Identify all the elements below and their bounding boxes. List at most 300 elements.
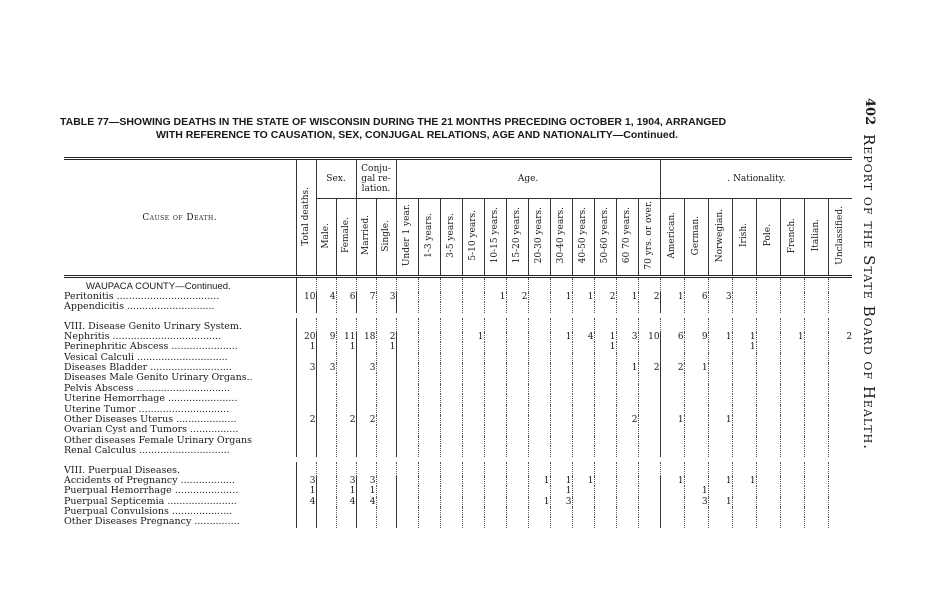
table-cell — [594, 436, 616, 446]
table-cell-empty — [462, 462, 484, 476]
table-cell — [756, 486, 780, 496]
table-cell — [506, 302, 528, 312]
table-cell — [756, 363, 780, 373]
table-cell — [296, 353, 316, 363]
table-cell-empty — [376, 277, 396, 293]
table-cell: 1 — [660, 292, 684, 302]
table-cell-empty — [828, 318, 852, 332]
section-heading-row — [64, 318, 852, 332]
table-cell — [732, 302, 756, 312]
table-cell — [396, 342, 418, 352]
table-cell — [506, 497, 528, 507]
table-cell-empty — [528, 318, 550, 332]
table-cell — [528, 507, 550, 517]
age-header-5-label: 15-20 years. — [512, 207, 523, 264]
table-cell: 2 — [660, 363, 684, 373]
table-cell — [462, 405, 484, 415]
table-cell — [550, 353, 572, 363]
table-cell-empty — [660, 318, 684, 332]
table-cell: 1 — [550, 486, 572, 496]
table-cell — [440, 302, 462, 312]
table-cell — [828, 415, 852, 425]
table-cell — [376, 384, 396, 394]
table-cell-empty — [484, 318, 506, 332]
table-cell — [296, 517, 316, 527]
table-cell: 1 — [708, 497, 732, 507]
table-cell-empty — [828, 277, 852, 293]
table-cell — [780, 507, 804, 517]
table-cell — [316, 373, 336, 383]
table-cell — [756, 517, 780, 527]
table-cell — [396, 497, 418, 507]
table-cell — [780, 446, 804, 456]
table-cell — [462, 415, 484, 425]
table-cell — [484, 425, 506, 435]
cause-label: Nephritis .................................... — [64, 331, 222, 342]
table-cell — [756, 342, 780, 352]
table-cell — [376, 394, 396, 404]
table-cell — [572, 363, 594, 373]
cause-label: Puerpual Hemorrhage ..................... — [64, 486, 239, 497]
table-cell — [356, 425, 376, 435]
table-cell — [484, 394, 506, 404]
table-cell — [462, 446, 484, 456]
table-cell — [638, 415, 660, 425]
table-cell — [418, 405, 440, 415]
table-cell — [528, 436, 550, 446]
age-header-5 — [506, 199, 528, 277]
table-cell — [528, 384, 550, 394]
table-cell — [572, 415, 594, 425]
age-header-11 — [638, 199, 660, 277]
table-cell — [594, 476, 616, 486]
table-cell — [684, 384, 708, 394]
table-row — [64, 302, 852, 312]
page-number: 402 — [862, 98, 877, 126]
table-cell-empty — [440, 462, 462, 476]
table-cell: 3 — [708, 292, 732, 302]
table-cell: 1 — [356, 486, 376, 496]
table-cell: 2 — [638, 292, 660, 302]
table-cell — [756, 415, 780, 425]
table-cell — [376, 425, 396, 435]
table-cell — [708, 363, 732, 373]
table-cell — [780, 486, 804, 496]
table-cell: 3 — [296, 363, 316, 373]
table-cell-empty — [594, 462, 616, 476]
table-cell — [780, 394, 804, 404]
table-cell-empty — [440, 318, 462, 332]
table-cell — [708, 486, 732, 496]
table-cell: 2 — [616, 415, 638, 425]
table-cell — [506, 405, 528, 415]
table-cell: 1 — [732, 332, 756, 342]
table-cell — [396, 332, 418, 342]
table-cell — [506, 436, 528, 446]
table-cell — [316, 497, 336, 507]
table-cell — [684, 436, 708, 446]
conjugal-group-header: Conju- gal re- lation. — [356, 159, 396, 199]
table-cell: 3 — [336, 476, 356, 486]
table-row — [64, 332, 852, 342]
age-header-7-label: 30-40 years. — [556, 207, 567, 264]
table-cell — [828, 405, 852, 415]
table-cell — [638, 405, 660, 415]
age-header-0 — [396, 199, 418, 277]
table-cell: 7 — [356, 292, 376, 302]
table-row — [64, 415, 852, 425]
table-cell-empty — [572, 318, 594, 332]
table-cell — [616, 497, 638, 507]
nationality-header-7-label: Unclassified. — [835, 206, 846, 265]
table-cell — [396, 517, 418, 527]
table-cell: 4 — [336, 497, 356, 507]
table-cell — [660, 373, 684, 383]
table-cell — [572, 405, 594, 415]
table-cell — [684, 476, 708, 486]
table-cell — [684, 405, 708, 415]
table-cell: 4 — [356, 497, 376, 507]
age-header-10 — [616, 199, 638, 277]
table-cell — [396, 446, 418, 456]
table-cell — [484, 342, 506, 352]
table-cell — [660, 302, 684, 312]
table-cell — [296, 394, 316, 404]
table-cell-empty — [356, 318, 376, 332]
table-cell — [550, 302, 572, 312]
table-cell — [708, 302, 732, 312]
table-cell — [828, 363, 852, 373]
table-cell — [396, 405, 418, 415]
table-cell-empty — [418, 462, 440, 476]
table-cell — [462, 436, 484, 446]
table-cell — [572, 373, 594, 383]
cause-label: Ovarian Cyst and Tumors ................ — [64, 425, 239, 436]
table-cell — [572, 394, 594, 404]
table-cell: 1 — [594, 332, 616, 342]
table-cell — [418, 384, 440, 394]
table-cell — [440, 292, 462, 302]
table-cell — [528, 425, 550, 435]
table-cell — [462, 507, 484, 517]
table-cell — [780, 405, 804, 415]
table-cell-empty — [550, 318, 572, 332]
table-cell: 1 — [376, 342, 396, 352]
table-cell: 10 — [638, 332, 660, 342]
table-cell-empty — [550, 277, 572, 293]
table-cell-empty — [660, 277, 684, 293]
table-cell: 1 — [684, 363, 708, 373]
table-cell: 1 — [528, 497, 550, 507]
table-cell — [528, 517, 550, 527]
table-cell: 1 — [572, 476, 594, 486]
table-cell — [440, 394, 462, 404]
table-cell — [396, 415, 418, 425]
table-cell — [506, 507, 528, 517]
cause-label: Uterine Tumor .............................. — [64, 404, 230, 415]
cause-label: Renal Calculus .............................. — [64, 446, 230, 457]
table-cell-empty — [396, 277, 418, 293]
table-cell-empty — [528, 277, 550, 293]
table-cell — [616, 342, 638, 352]
table-cell — [594, 517, 616, 527]
table-cell — [660, 353, 684, 363]
table-cell — [828, 384, 852, 394]
table-cell — [528, 332, 550, 342]
table-cell — [462, 302, 484, 312]
table-cell-empty — [316, 462, 336, 476]
table-cell: 2 — [336, 415, 356, 425]
table-cell — [506, 425, 528, 435]
table-cell — [376, 436, 396, 446]
cause-label: Peritonitis .................................. — [64, 292, 220, 302]
table-cell — [316, 486, 336, 496]
table-row — [64, 476, 852, 486]
table-cell — [804, 497, 828, 507]
table-cell — [756, 394, 780, 404]
table-cell: 3 — [296, 476, 316, 486]
table-cell-empty — [708, 318, 732, 332]
cause-label: Appendicitis ............................. — [64, 302, 215, 313]
table-cell — [708, 394, 732, 404]
table-cell — [396, 436, 418, 446]
table-cell — [418, 332, 440, 342]
table-cell — [296, 405, 316, 415]
table-cell — [396, 363, 418, 373]
table-row — [64, 384, 852, 394]
table-cell — [616, 373, 638, 383]
table-cell — [440, 405, 462, 415]
table-title-line-2: WITH REFERENCE TO CAUSATION, SEX, CONJUGAL RELATIONS, AGE AND NATIONALITY—Continued. — [156, 129, 679, 141]
table-cell — [418, 507, 440, 517]
table-cell — [418, 446, 440, 456]
table-cell — [418, 342, 440, 352]
table-cell: 2 — [828, 332, 852, 342]
table-cell — [296, 302, 316, 312]
table-cell: 3 — [616, 332, 638, 342]
table-cell — [376, 507, 396, 517]
table-cell — [828, 497, 852, 507]
table-row — [64, 373, 852, 383]
table-cell — [638, 302, 660, 312]
table-cell — [660, 486, 684, 496]
table-cell — [484, 353, 506, 363]
table-cell — [828, 425, 852, 435]
table-cell — [550, 436, 572, 446]
table-cell — [316, 384, 336, 394]
table-cell — [462, 497, 484, 507]
table-cell — [616, 517, 638, 527]
table-cell-empty — [396, 318, 418, 332]
table-cell — [660, 425, 684, 435]
table-cell — [356, 384, 376, 394]
table-cell-empty — [616, 277, 638, 293]
table-cell — [550, 415, 572, 425]
table-cell-empty — [756, 462, 780, 476]
table-cell-empty — [462, 318, 484, 332]
age-header-4 — [484, 199, 506, 277]
table-cell — [804, 415, 828, 425]
table-cell — [732, 394, 756, 404]
sex-group-header: Sex. — [316, 159, 356, 199]
table-cell: 3 — [684, 497, 708, 507]
table-cell: 1 — [684, 486, 708, 496]
age-header-6-label: 20-30 years. — [534, 207, 545, 264]
conjugal-header-0 — [356, 199, 376, 277]
table-cell-empty — [336, 462, 356, 476]
table-cell — [780, 497, 804, 507]
table-cell — [616, 425, 638, 435]
cause-label: Other Diseases Uterus .................... — [64, 415, 237, 426]
table-cell — [396, 507, 418, 517]
nationality-header-3 — [732, 199, 756, 277]
table-cell: 1 — [296, 342, 316, 352]
table-cell — [756, 332, 780, 342]
table-cell — [638, 486, 660, 496]
table-cell — [550, 425, 572, 435]
table-cell — [356, 405, 376, 415]
table-cell — [756, 507, 780, 517]
table-cell-empty — [316, 277, 336, 293]
table-cell — [296, 446, 316, 456]
conjugal-header-0-label: Married. — [361, 215, 371, 256]
age-header-8-label: 40-50 years. — [578, 207, 589, 264]
table-cell — [506, 342, 528, 352]
table-cell — [316, 302, 336, 312]
table-cell — [780, 476, 804, 486]
cause-label: Puerpual Septicemia ....................... — [64, 496, 237, 507]
table-cell-empty — [572, 462, 594, 476]
table-cell — [376, 476, 396, 486]
table-cell — [376, 302, 396, 312]
section-heading: VIII. Disease Genito Urinary System. — [64, 320, 242, 332]
table-cell — [418, 486, 440, 496]
table-cell — [708, 436, 732, 446]
table-cell — [336, 384, 356, 394]
table-cell: 18 — [356, 332, 376, 342]
table-cell-empty — [376, 462, 396, 476]
section-heading-row — [64, 462, 852, 476]
table-cell — [336, 436, 356, 446]
table-cell-empty — [356, 277, 376, 293]
cause-of-death-header: Cause of Death. — [64, 159, 296, 277]
table-cell — [594, 353, 616, 363]
table-cell — [780, 353, 804, 363]
table-cell: 1 — [550, 476, 572, 486]
table-cell — [550, 394, 572, 404]
table-cell — [756, 446, 780, 456]
table-cell — [418, 394, 440, 404]
table-cell — [594, 302, 616, 312]
nationality-header-1-label: German. — [691, 215, 702, 256]
table-cell — [550, 342, 572, 352]
table-cell — [594, 446, 616, 456]
table-cell-empty — [804, 462, 828, 476]
table-cell: 2 — [506, 292, 528, 302]
table-cell — [828, 394, 852, 404]
table-cell: 11 — [336, 332, 356, 342]
table-cell — [638, 476, 660, 486]
table-cell — [484, 446, 506, 456]
table-row — [64, 342, 852, 352]
sex-header-0 — [316, 199, 336, 277]
table-cell — [638, 517, 660, 527]
table-cell: 9 — [316, 332, 336, 342]
nationality-header-6-label: Italian. — [811, 219, 822, 252]
table-cell — [376, 415, 396, 425]
table-cell — [572, 425, 594, 435]
cause-label: Uterine Hemorrhage ....................... — [64, 394, 238, 405]
table-cell — [756, 497, 780, 507]
table-cell — [756, 302, 780, 312]
age-header-10-label: 60 70 years. — [622, 207, 633, 264]
table-cell — [684, 353, 708, 363]
table-cell — [296, 436, 316, 446]
table-cell-empty — [336, 277, 356, 293]
nationality-header-4-label: Pole. — [763, 224, 774, 247]
table-cell — [550, 507, 572, 517]
table-row — [64, 292, 852, 302]
table-cell — [440, 373, 462, 383]
nationality-header-2 — [708, 199, 732, 277]
table-cell — [756, 373, 780, 383]
table-cell-empty — [506, 277, 528, 293]
table-cell — [616, 394, 638, 404]
table-cell-empty — [528, 462, 550, 476]
table-cell — [296, 507, 316, 517]
table-cell-empty — [506, 318, 528, 332]
table-cell — [316, 436, 336, 446]
table-cell-empty — [638, 318, 660, 332]
table-cell — [572, 353, 594, 363]
table-cell — [396, 425, 418, 435]
cause-label: Puerpual Convulsions .................... — [64, 506, 233, 517]
table-cell — [616, 384, 638, 394]
table-cell — [616, 302, 638, 312]
total-deaths-header-label: Total deaths. — [301, 186, 311, 246]
table-cell — [418, 517, 440, 527]
table-cell — [462, 363, 484, 373]
table-cell — [506, 476, 528, 486]
table-cell — [462, 425, 484, 435]
table-cell — [684, 415, 708, 425]
table-cell — [780, 373, 804, 383]
table-cell — [506, 353, 528, 363]
table-cell: 4 — [296, 497, 316, 507]
nationality-header-3-label: Irish. — [739, 223, 750, 248]
table-cell — [732, 373, 756, 383]
table-cell — [660, 342, 684, 352]
table-cell-empty — [572, 277, 594, 293]
table-cell: 2 — [356, 415, 376, 425]
table-cell — [756, 425, 780, 435]
table-cell — [316, 476, 336, 486]
table-cell — [396, 486, 418, 496]
table-cell — [376, 363, 396, 373]
table-row — [64, 497, 852, 507]
table-cell — [828, 302, 852, 312]
section-heading: VIII. Puerpual Diseases. — [64, 464, 180, 476]
table-cell-empty — [550, 462, 572, 476]
table-cell — [616, 476, 638, 486]
table-cell — [462, 384, 484, 394]
table-cell — [828, 436, 852, 446]
table-row — [64, 436, 852, 446]
table-cell — [804, 394, 828, 404]
table-cell-empty — [804, 318, 828, 332]
table-cell — [396, 476, 418, 486]
table-cell: 1 — [616, 292, 638, 302]
